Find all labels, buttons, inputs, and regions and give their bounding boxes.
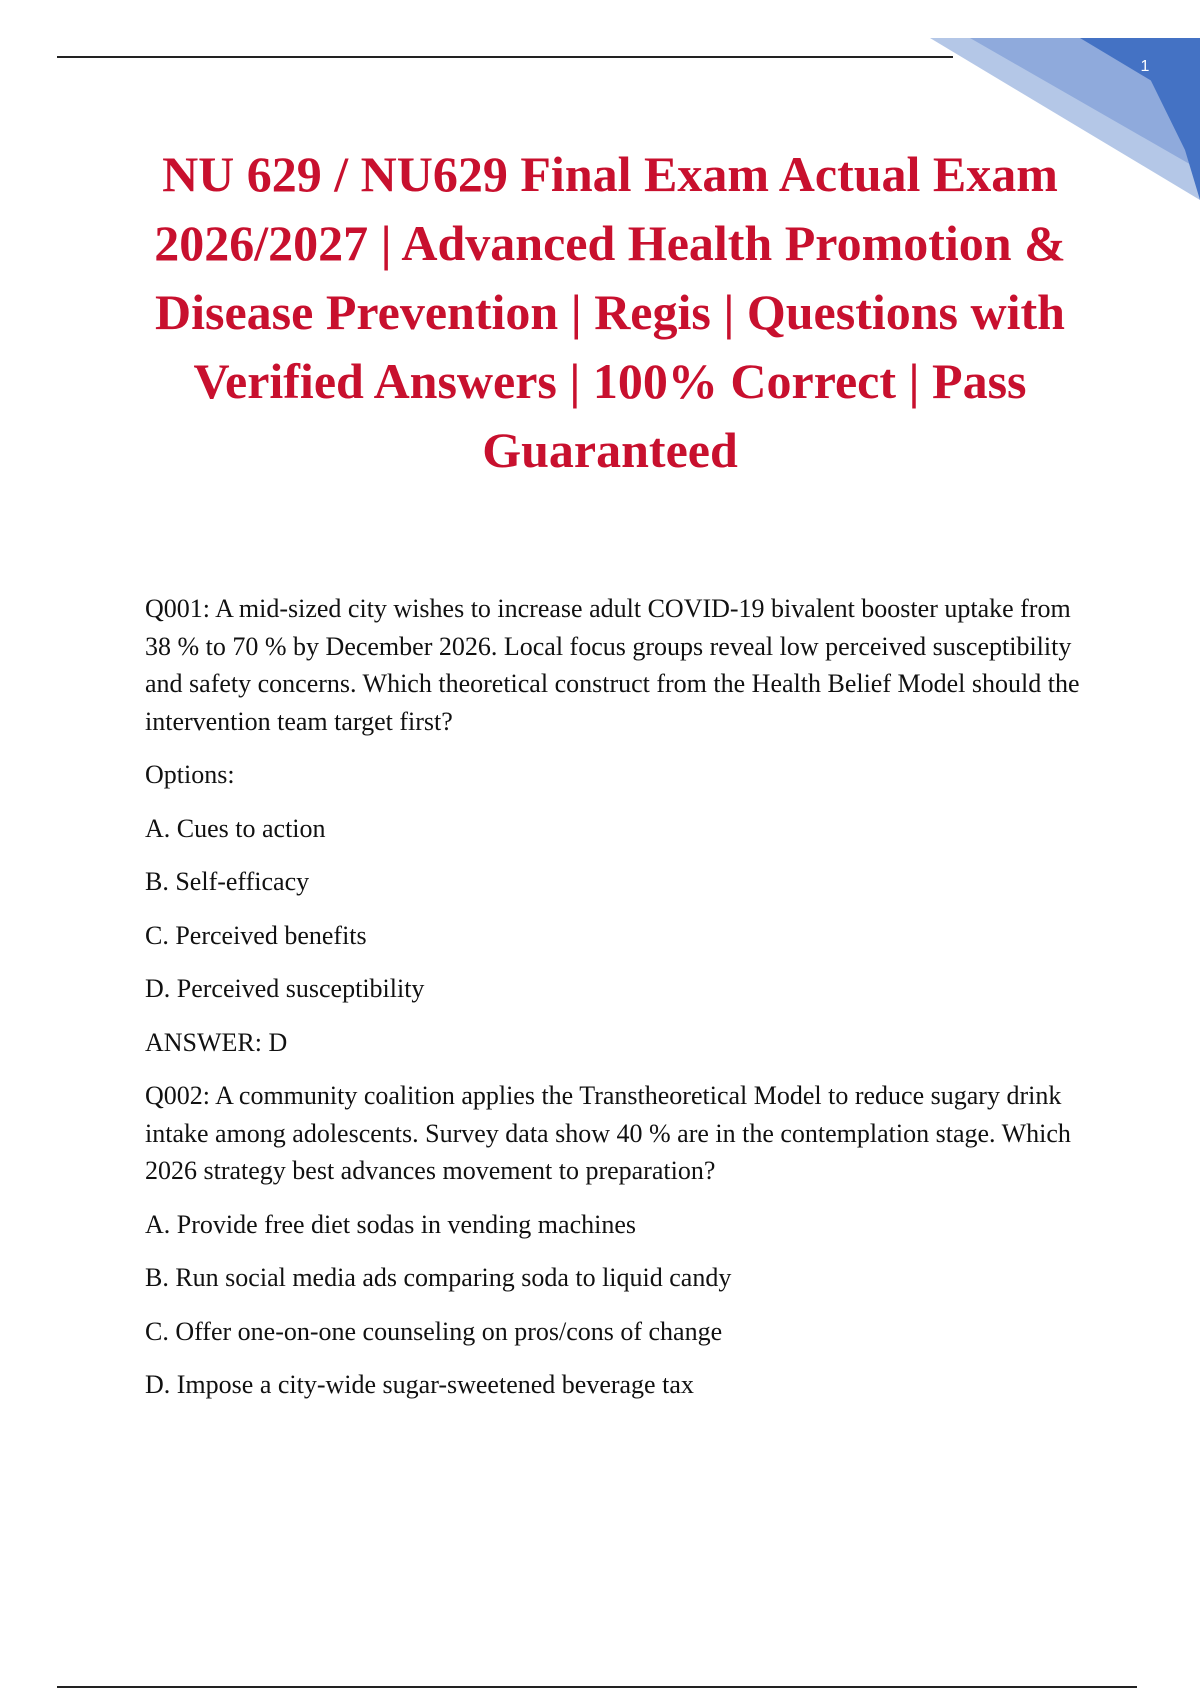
option-d: D. Perceived susceptibility [145, 974, 425, 1003]
question-block [145, 1077, 1090, 1404]
option-a: A. Cues to action [145, 813, 326, 843]
page-number: 1 [1140, 58, 1150, 75]
options-label: Options: [145, 760, 235, 789]
option-d: D. Impose a city-wide sugar-sweetened beverage tax [145, 1370, 694, 1399]
option-b: B. Run social media ads comparing soda to liquid candy [145, 1263, 732, 1292]
question-block [145, 590, 1090, 1061]
question-list [145, 590, 1090, 1420]
question-stem: Q002: A community coalition applies the Transtheoretical Model to reduce sugary drink intake among adolescents. Survey data show 40 % are in the contemplation stage. Which 2026 strategy best advances movement to preparation? [145, 1081, 1071, 1185]
option-c: C. Perceived benefits [145, 920, 367, 950]
option-b: B. Self-efficacy [145, 867, 310, 896]
footer-rule [57, 1686, 1137, 1688]
header-rule [57, 56, 953, 58]
question-stem: Q001: A mid-sized city wishes to increase adult COVID-19 bivalent booster uptake from 38 % to 70 % by December 2026. Local focus groups reveal low perceived susceptibility and safety concerns. Which theoretical construct from the Health Belief Model should the intervention team target first? [145, 594, 1080, 736]
option-c: C. Offer one-on-one counseling on pros/cons of change [145, 1316, 723, 1346]
option-a: A. Provide free diet sodas in vending machines [145, 1209, 636, 1239]
answer-line: ANSWER: D [145, 1027, 288, 1057]
document-title: NU 629 / NU629 Final Exam Actual Exam 2026/2027 | Advanced Health Promotion & Disease Prevention | Regis | Questions with Verified Answers | 100% Correct | Pass Guaranteed [154, 146, 1066, 478]
